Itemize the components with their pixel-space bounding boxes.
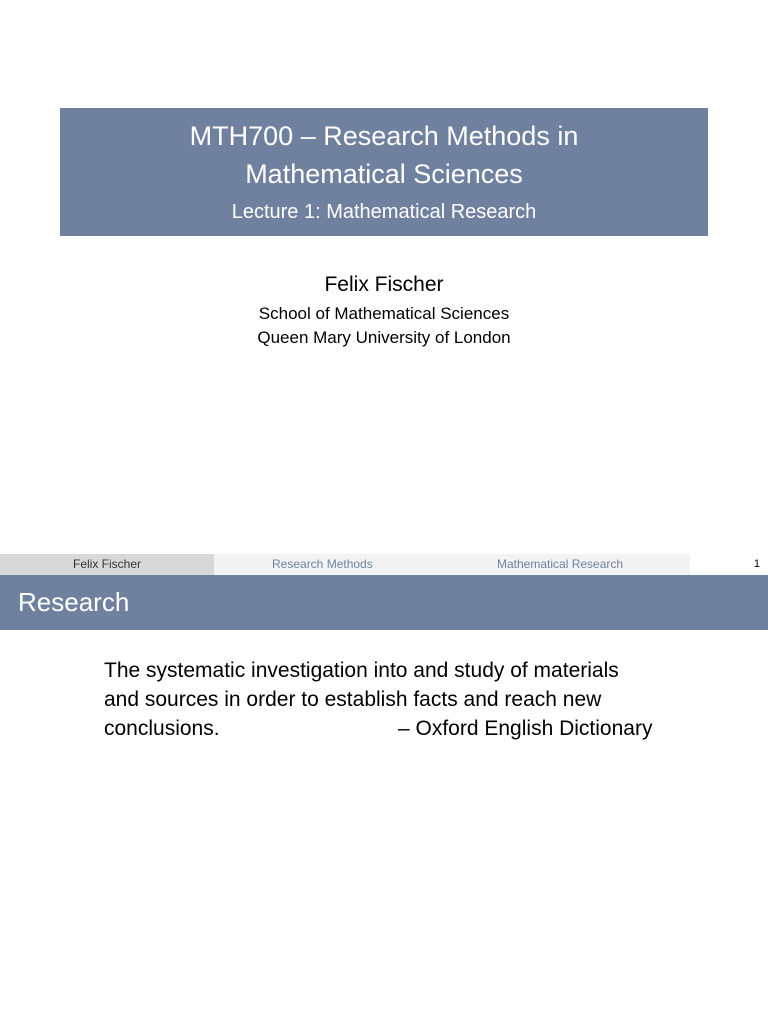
footline-page-number: 1 bbox=[753, 558, 760, 570]
quote-line-2: and sources in order to establish facts and reach new bbox=[104, 688, 602, 711]
footline-title: Research Methods bbox=[272, 557, 373, 571]
quote-line-1: The systematic investigation into and study of materials bbox=[104, 659, 619, 682]
lecture-subtitle: Lecture 1: Mathematical Research bbox=[231, 201, 537, 223]
institute-line-1: School of Mathematical Sciences bbox=[258, 304, 510, 323]
lecture-title-line-2: Mathematical Sciences bbox=[245, 159, 523, 189]
footline-author: Felix Fischer bbox=[0, 554, 214, 575]
definition-quote bbox=[104, 656, 674, 743]
lecture-title-line-1: MTH700 – Research Methods in bbox=[189, 121, 579, 151]
footline bbox=[0, 554, 768, 575]
footline-subtitle: Mathematical Research bbox=[497, 557, 624, 571]
frame-title: Research bbox=[0, 575, 768, 630]
quote-line-3 bbox=[104, 714, 674, 743]
institute-line-2: Queen Mary University of London bbox=[257, 328, 511, 347]
quote-line-3-text: conclusions. bbox=[104, 717, 220, 740]
quote-source: – Oxford English Dictionary bbox=[398, 717, 653, 740]
title-box bbox=[60, 108, 708, 236]
author-name: Felix Fischer bbox=[324, 273, 444, 296]
